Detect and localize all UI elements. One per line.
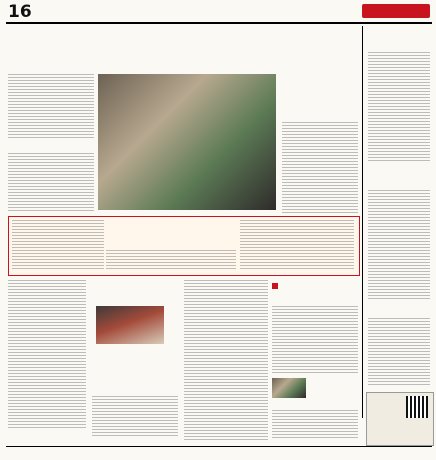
lower-center-photo: [272, 378, 306, 398]
masthead-rule: [6, 22, 432, 24]
main-headline: [20, 40, 332, 68]
feature-body-right: [240, 220, 354, 270]
sidebar-body-2: [368, 190, 430, 300]
bottom-rule: [6, 446, 432, 447]
lower-mid-body: [184, 280, 268, 440]
lower-center-sub-headline: [308, 390, 358, 408]
page-number: 16: [8, 2, 32, 22]
lower-left-body: [8, 280, 86, 430]
lower-left-second-body: [92, 396, 178, 438]
lower-left-photo: [96, 306, 164, 344]
brand-badge: [322, 6, 356, 15]
sidebar-body-3: [368, 318, 430, 386]
main-photo: [98, 74, 276, 210]
feature-body-center: [106, 250, 236, 270]
main-body-left: [8, 74, 94, 140]
main-body-right: [282, 122, 358, 214]
lower-center-sub-body: [272, 410, 358, 440]
main-body-left-2: [8, 153, 94, 213]
brand-logo-icon: [362, 4, 430, 18]
sidebar-body-1: [368, 52, 430, 162]
qr-code-icon: [406, 396, 428, 418]
section-tag-icon: [272, 283, 278, 289]
lower-center-body: [272, 306, 358, 374]
feature-body-left: [12, 220, 104, 270]
lower-left-second-headline: [92, 368, 182, 392]
sidebar-divider: [362, 26, 363, 418]
